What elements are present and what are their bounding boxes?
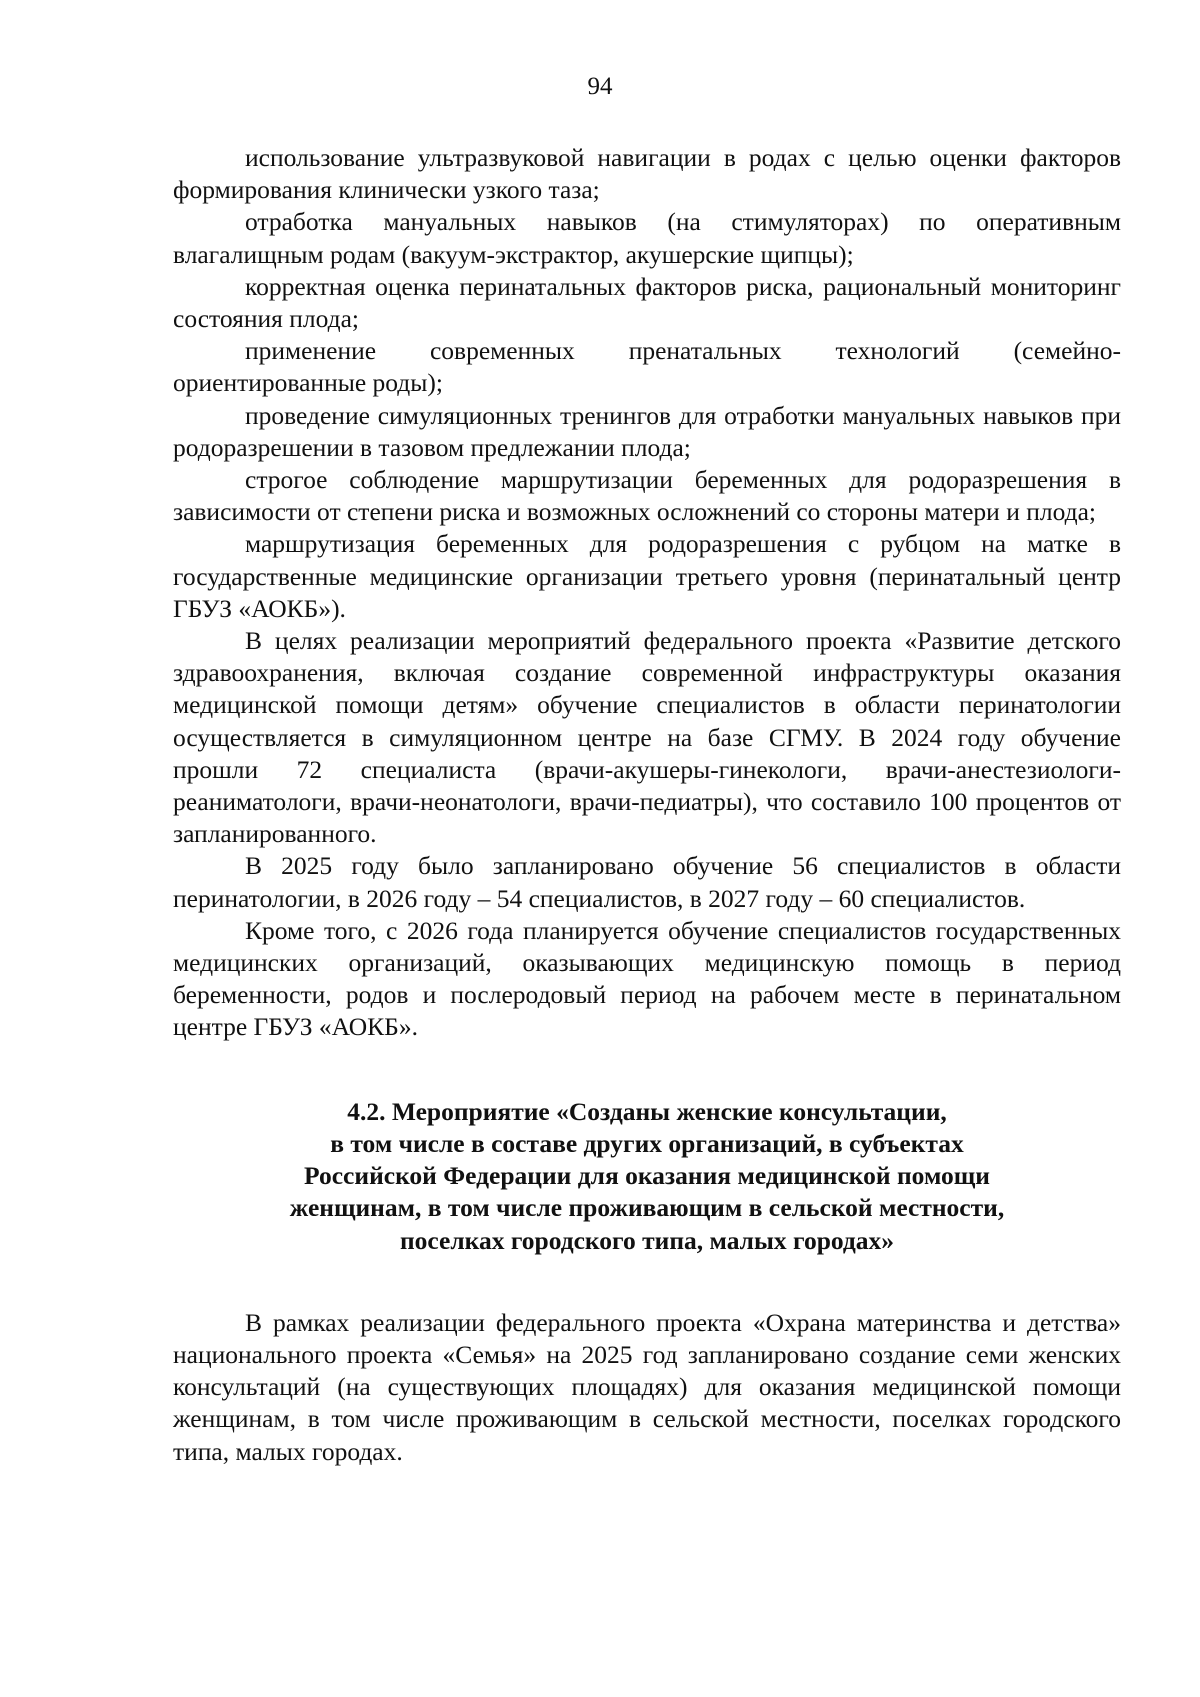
paragraph: маршрутизация беременных для родоразрешения с рубцом на матке в государственные медицинские организации третьего уровня (перинатальный центр ГБУЗ «АОКБ»).: [173, 529, 1121, 623]
paragraphs-top: [173, 142, 1121, 1044]
paragraph: проведение симуляционных тренингов для отработки мануальных навыков при родоразрешении в тазовом предлежании плода;: [173, 400, 1121, 462]
page-content: [173, 142, 1121, 1468]
paragraph: отработка мануальных навыков (на стимуляторах) по оперативным влагалищным родам (вакуум-экстрактор, акушерские щипцы);: [173, 207, 1121, 269]
paragraph: использование ультразвуковой навигации в родах с целью оценки факторов формирования клинически узкого таза;: [173, 143, 1121, 205]
paragraph: В целях реализации мероприятий федерального проекта «Развитие детского здравоохранения, включая создание современной инфраструктуры оказания медицинской помощи детям» обучение специалистов в области перинатологии осуществляется в симуляционном центре на базе СГМУ. В 2024 году обучение прошли 72 специалиста (врачи-акушеры-гинекологи, врачи-анестезиологи-реаниматологи, врачи-неонатологи, врачи-педиатры), что составило 100 процентов от запланированного.: [173, 626, 1121, 849]
heading-line: поселках городского типа, малых городах»: [399, 1225, 895, 1255]
paragraph: В 2025 году было запланировано обучение 56 специалистов в области перинатологии, в 2026 году – 54 специалистов, в 2027 году – 60 специалистов.: [173, 851, 1121, 913]
paragraphs-bottom: [173, 1307, 1121, 1468]
heading-line: женщинам, в том числе проживающим в сельской местности,: [289, 1193, 1005, 1223]
heading-line: в том числе в составе других организаций, в субъектах: [330, 1128, 964, 1158]
page-number: 94: [587, 73, 613, 100]
section-heading: [173, 1096, 1121, 1257]
heading-line: 4.2. Мероприятие «Созданы женские консультации,: [347, 1096, 947, 1126]
paragraph: В рамках реализации федерального проекта «Охрана материнства и детства» национального проекта «Семья» на 2025 год запланировано создание семи женских консультаций (на существующих площадях) для оказания медицинской помощи женщинам, в том числе проживающим в сельской местности, поселках городского типа, малых городах.: [173, 1307, 1121, 1466]
paragraph: Кроме того, с 2026 года планируется обучение специалистов государственных медицинских организаций, оказывающих медицинскую помощь в период беременности, родов и послеродовый период на рабочем месте в перинатальном центре ГБУЗ «АОКБ».: [173, 915, 1121, 1042]
paragraph: строгое соблюдение маршрутизации беременных для родоразрешения в зависимости от степени риска и возможных осложнений со стороны матери и плода;: [173, 465, 1121, 527]
heading-line: Российской Федерации для оказания медицинской помощи: [304, 1161, 990, 1191]
paragraph: корректная оценка перинатальных факторов риска, рациональный мониторинг состояния плода;: [173, 271, 1121, 334]
paragraph: применение современных пренатальных технологий (семейно-ориентированные роды);: [173, 336, 1121, 398]
